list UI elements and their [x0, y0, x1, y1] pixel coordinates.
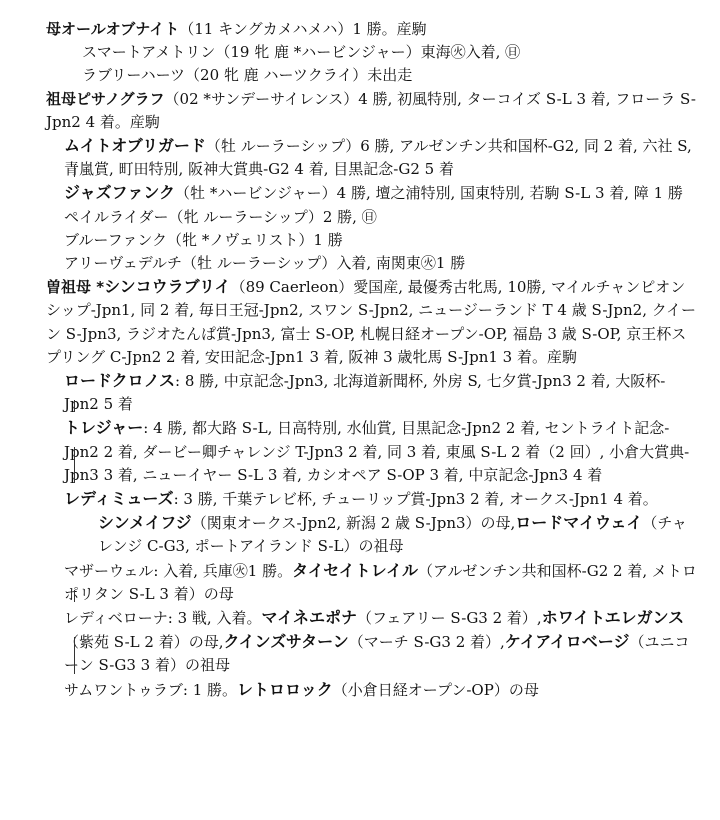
horse-name: レディミューズ [64, 489, 174, 509]
dam-foal [82, 41, 698, 64]
dam-name: オールオブナイト [61, 20, 180, 38]
horse-desc: （フェアリー S-G3 2 着）, [357, 609, 542, 628]
ggd-foal [64, 678, 698, 702]
horse-name: ムイトオブリガード [64, 136, 206, 156]
ggd-foal [64, 487, 698, 559]
ggd-foal [64, 369, 698, 416]
horse-desc: （アルゼンチン共和国杯-G2 2 着, メトロポリタン S-L 3 着）の母 [64, 561, 697, 603]
ggd-foal [64, 416, 698, 487]
dam-entry [46, 18, 698, 41]
granddam-label: 祖母 [46, 89, 77, 108]
granddam-foal [64, 206, 698, 229]
horse-name: シンメイフジ [98, 513, 192, 533]
horse-desc: （牡 ルーラーシップ）6 勝, アルゼンチン共和国杯-G2, 同 2 着, 六社 S, 青嵐賞, 町田特別, 阪神大賞典-G2 4 着, 目黒記念-G2 5 着 [64, 137, 692, 179]
branch-line [74, 590, 75, 602]
granddam-foal [64, 134, 698, 181]
great-granddam-entry [46, 275, 698, 369]
branch-line [74, 165, 75, 177]
branch-line [74, 400, 75, 412]
dam-foal [82, 64, 698, 87]
dam-label: 母 [46, 20, 62, 38]
horse-desc: （小倉日経オープン-OP）の母 [332, 680, 539, 699]
horse-desc: （マーチ S-G3 2 着）, [348, 633, 505, 652]
horse-desc: （チャレンジ C-G3, ポートアイランド S-L）の祖母 [98, 514, 687, 556]
granddam-entry [46, 88, 698, 134]
granddam-name: ピサノグラフ [76, 89, 165, 108]
granddam-foal [64, 252, 698, 275]
horse-desc: : 4 勝, 都大路 S-L, 日高特別, 水仙賞, 目黒記念-Jpn2 2 着, セントライト記念-Jpn2 2 着, ダービー卿チャレンジ T-Jpn3 2 着, 同 3 着, 東風 S-L 2 着（2 回）, 小倉大賞典-Jpn3 3 着, ニューイヤー S-L 3 着, カシオペア S-OP 3 着, 中京記念-Jpn3 4 着 [64, 419, 690, 484]
great-granddam-name: シンコウラブリイ [104, 277, 231, 297]
horse-prefix: サムワントゥラブ: 1 勝。 [64, 680, 238, 699]
horse-name: クインズサターン [223, 632, 349, 652]
horse-name: トレジャー [64, 418, 144, 438]
horse-desc: ブルーファンク（牝 *ノヴェリスト）1 勝 [64, 230, 343, 249]
horse-desc: （ユニコーン S-G3 3 着）の祖母 [64, 633, 690, 675]
horse-desc: （牡 *ハービンジャー）4 勝, 壇之浦特別, 国東特別, 若駒 S-L 3 着, 障 1 勝 [175, 184, 683, 203]
horse-desc: （紫苑 S-L 2 着）の母, [64, 633, 224, 652]
dam-desc: （11 キングカメハメハ）1 勝。産駒 [179, 20, 427, 38]
horse-name: ホワイトエレガンス [541, 608, 685, 628]
horse-desc: : 8 勝, 中京記念-Jpn3, 北海道新聞杯, 外房 S, 七夕賞-Jpn3 2 着, 大阪杯-Jpn2 5 着 [64, 372, 666, 414]
dam-foal-text: ラブリーハーツ（20 牝 鹿 ハーツクライ）未出走 [82, 66, 413, 85]
lady-muse-progeny [98, 511, 698, 558]
branch-line [74, 447, 75, 483]
branch-line [74, 637, 75, 674]
horse-prefix: レディベローナ: 3 戦, 入着。 [64, 609, 262, 628]
horse-name: レトロロック [237, 679, 333, 699]
horse-desc: アリーヴェデルチ（牡 ルーラーシップ）入着, 南関東㊋1 勝 [64, 254, 466, 273]
granddam-foal [64, 229, 698, 252]
granddam-foal [64, 181, 698, 205]
dam-foal-text: スマートアメトリン（19 牝 鹿 *ハービンジャー）東海㊋入着, ㊐ [82, 43, 521, 62]
horse-name: マイネエポナ [261, 608, 358, 628]
horse-name: ジャズファンク [64, 183, 176, 203]
horse-desc: : 3 勝, 千葉テレビ杯, チューリップ賞-Jpn3 2 着, オークス-Jpn1 4 着。 [173, 490, 658, 509]
horse-name: タイセイトレイル [292, 560, 418, 580]
horse-prefix: マザーウェル: 入着, 兵庫㊋1 勝。 [64, 561, 293, 580]
great-granddam-label: 曽祖母 * [46, 278, 105, 297]
ggd-foal [64, 559, 698, 606]
great-granddam-desc: （89 Caerleon）愛国産, 最優秀古牝馬, 10勝, マイルチャンピオンシップ-Jpn1, 同 2 着, 毎日王冠-Jpn2, スワン S-Jpn2, ニュージーランド T 4 歳 S-Jpn2, クイーン S-Jpn3, ラジオたんぱ賞-Jpn3, 富士 S-OP, 札幌日経オープン-OP, 福島 3 歳 S-OP, 京王杯スプリング C-Jpn2 2 着, 安田記念-Jpn1 3 着, 阪神 3 歳牝馬 S-Jpn1 3 着。産駒 [46, 278, 697, 366]
ggd-foal [64, 606, 698, 678]
horse-name: ロードマイウェイ [515, 513, 643, 533]
horse-name: ケイアイロベージ [504, 632, 630, 652]
horse-desc: （関東オークス-Jpn2, 新潟 2 歳 S-Jpn3）の母, [191, 514, 516, 533]
granddam-desc: （02 *サンデーサイレンス）4 勝, 初風特別, ターコイズ S-L 3 着, フローラ S-Jpn2 4 着。産駒 [46, 89, 696, 131]
horse-desc: ペイルライダー（牝 ルーラーシップ）2 勝, ㊐ [64, 207, 377, 226]
horse-name: ロードクロノス [64, 371, 176, 391]
